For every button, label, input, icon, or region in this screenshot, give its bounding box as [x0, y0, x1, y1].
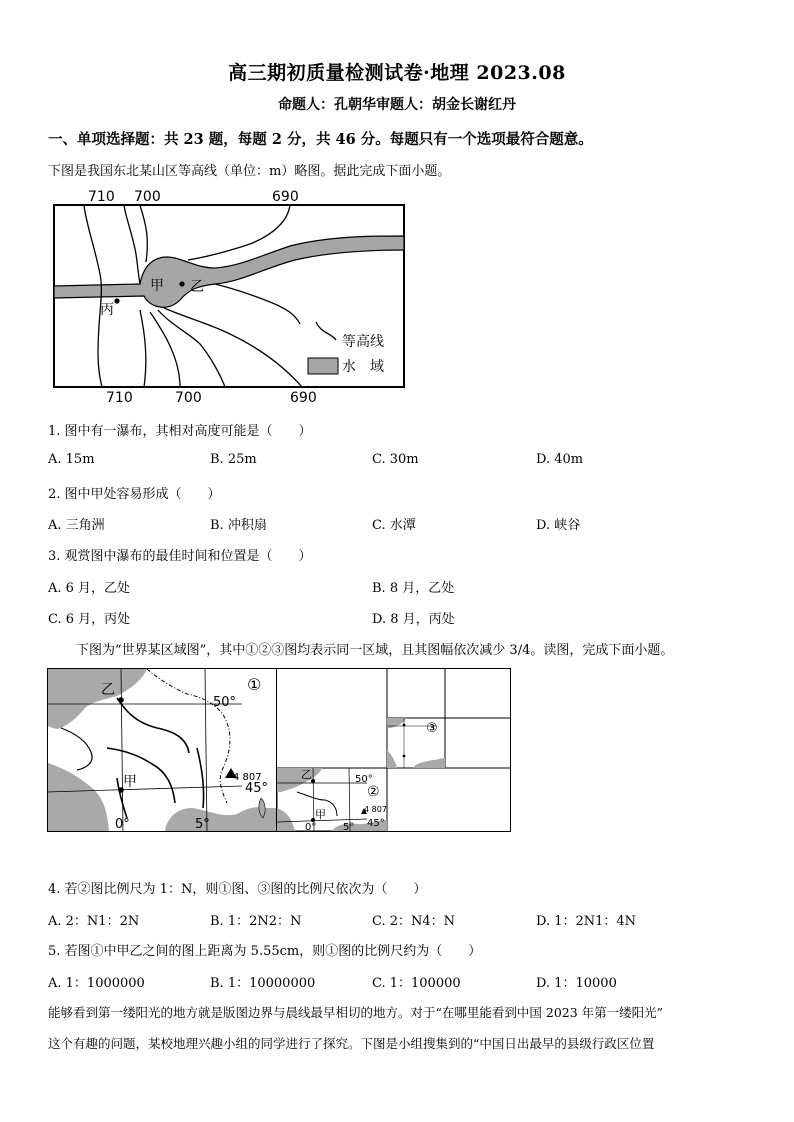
q3-option-a[interactable]: A. 6 月，乙处 — [48, 581, 131, 596]
q4-option-a[interactable]: A. 2：N1：2N — [48, 914, 140, 929]
q5-option-d[interactable]: D. 1：10000 — [536, 976, 617, 991]
q1-option-b[interactable]: B. 25m — [210, 452, 257, 467]
q5-stem: 5. 若图①中甲乙之间的图上距离为 5.55cm，则①图的比例尺约为（ ） — [48, 944, 482, 959]
q3-option-d[interactable]: D. 8 月，丙处 — [372, 612, 455, 627]
label-top-690: 690 — [272, 189, 299, 205]
intro-2: 下图为“世界某区域图”，其中①②③图均表示同一区域，且其图幅依次减少 3/4。读图，完成下面小题。 — [76, 643, 674, 658]
q1-option-d[interactable]: D. 40m — [536, 452, 584, 467]
legend-water-swatch — [308, 358, 338, 374]
panel-1-label-0: 0° — [115, 817, 130, 832]
intro-1: 下图是我国东北某山区等高线（单位：m）略图。据此完成下面小题。 — [48, 164, 451, 179]
contour-map — [40, 184, 420, 406]
panel-2-circle: ② — [367, 784, 380, 800]
q4-option-d[interactable]: D. 1：2N1：4N — [536, 914, 637, 929]
panel-3-point-yi — [403, 724, 406, 727]
q4-stem: 4. 若②图比例尺为 1：N，则①图、③图的比例尺依次为（ ） — [48, 882, 427, 897]
q5-option-a[interactable]: A. 1：1000000 — [48, 976, 145, 991]
q1-option-c[interactable]: C. 30m — [372, 452, 419, 467]
q2-option-a[interactable]: A. 三角洲 — [48, 518, 105, 533]
panel-1-label-yi: 乙 — [101, 682, 115, 698]
panel-2-label-yi: 乙 — [301, 768, 312, 781]
q5-option-b[interactable]: B. 1：10000000 — [210, 976, 316, 991]
label-bottom-690: 690 — [290, 390, 317, 406]
panel-1-label-jia: 甲 — [123, 774, 137, 790]
q2-option-d[interactable]: D. 峡谷 — [536, 518, 581, 533]
point-yi — [179, 281, 184, 286]
panel-1-circle: ① — [247, 675, 262, 694]
q4-option-c[interactable]: C. 2：N4：N — [372, 914, 456, 929]
legend-contour-label: 等高线 — [342, 334, 384, 350]
label-jia: 甲 — [150, 278, 164, 294]
para-3-line-2: 这个有趣的问题，某校地理兴趣小组的同学进行了探究。下图是小组搜集到的“中国日出最早的县级行政区位置 — [48, 1036, 655, 1051]
q3-option-c[interactable]: C. 6 月，丙处 — [48, 612, 131, 627]
panel-2-label-5: 5° — [343, 822, 355, 832]
q2-stem: 2. 图中甲处容易形成（ ） — [48, 487, 221, 502]
q3-option-b[interactable]: B. 8 月，乙处 — [372, 581, 455, 596]
panel-1-label-50: 50° — [213, 695, 237, 710]
panel-2-label-jia: 甲 — [315, 808, 326, 821]
label-top-710: 710 — [88, 189, 115, 205]
panel-1-point-yi — [118, 697, 124, 703]
label-top-700: 700 — [134, 189, 161, 205]
panel-2-label-45: 45° — [367, 818, 385, 829]
q1-option-a[interactable]: A. 15m — [48, 452, 95, 467]
q2-option-c[interactable]: C. 水潭 — [372, 518, 416, 533]
label-bottom-700: 700 — [175, 390, 202, 406]
panel-2-label-0: 0° — [305, 822, 317, 832]
legend-water-label: 水 域 — [342, 359, 384, 375]
panel-1-label-5: 5° — [195, 817, 210, 832]
page-title: 高三期初质量检测试卷·地理 2023.08 — [228, 62, 566, 84]
panel-1-label-45: 45° — [245, 781, 269, 796]
para-3-line-1: 能够看到第一缕阳光的地方就是版图边界与晨线最早相切的地方。对于“在哪里能看到中国 2023 年第一缕阳光” — [48, 1005, 664, 1020]
region-map — [47, 668, 511, 832]
q1-stem: 1. 图中有一瀑布，其相对高度可能是（ ） — [48, 424, 312, 439]
panel-3-point-jia — [403, 755, 406, 758]
panel-2-peak-label: 4 807 — [364, 805, 387, 814]
panel-2-label-50: 50° — [355, 774, 373, 785]
q3-stem: 3. 观赏图中瀑布的最佳时间和位置是（ ） — [48, 549, 312, 564]
panel-1-peak-label: 4 807 — [233, 772, 262, 783]
label-bing: 丙 — [100, 302, 114, 318]
panel-3-circle: ③ — [426, 721, 438, 736]
section-heading: 一、单项选择题：共 23 题，每题 2 分，共 46 分。每题只有一个选项最符合题意。 — [48, 131, 593, 148]
q5-option-c[interactable]: C. 1：100000 — [372, 976, 461, 991]
q4-option-b[interactable]: B. 1：2N2：N — [210, 914, 302, 929]
q2-option-b[interactable]: B. 冲积扇 — [210, 518, 267, 533]
authors-line: 命题人：孔朝华审题人：胡金长谢红丹 — [278, 97, 516, 113]
label-bottom-710: 710 — [106, 390, 133, 406]
point-bing — [114, 298, 119, 303]
label-yi: 乙 — [190, 279, 204, 295]
